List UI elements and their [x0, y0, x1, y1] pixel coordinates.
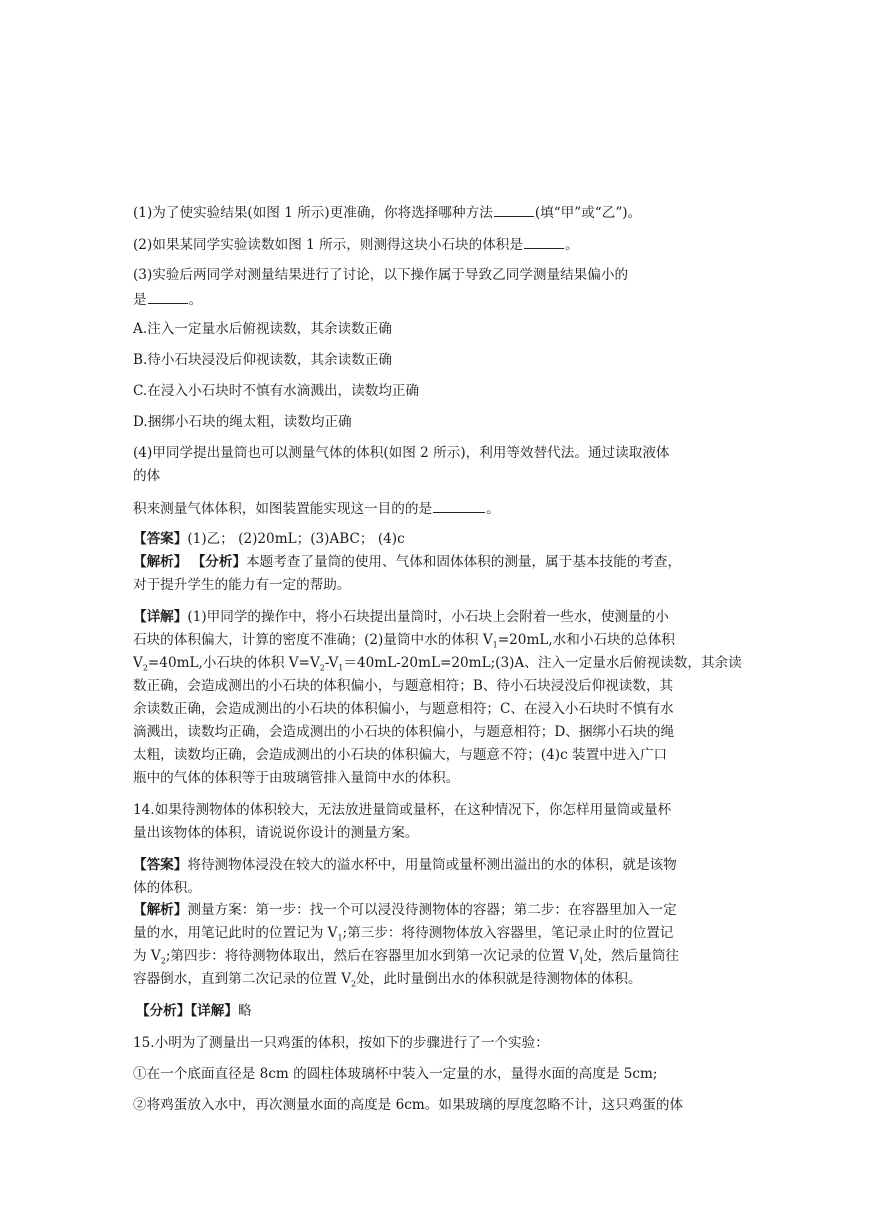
option-c: C.在浸入小石块时不慎有水滴溅出，读数均正确: [133, 383, 420, 399]
q13-detail-line4: 数正确，会造成测出的小石块的体积偏小，与题意相符；B、待小石块浸没后仰视读数，其: [133, 678, 674, 694]
q14-detail: 【分析】【详解】略: [136, 1003, 252, 1019]
q15-line1: 15.小明为了测量出一只鸡蛋的体积，按如下的步骤进行了一个实验：: [133, 1035, 549, 1051]
q14-analysis-line1: 【解析】测量方案：第一步：找一个可以浸没待测物体的容器；第二步：在容器里加入一定: [133, 902, 677, 918]
answer-blank: [433, 498, 485, 513]
q14-analysis-line4: 容器倒水，直到第二次记录的位置 $V_2$处，此时量倒出水的体积就是待测物体的体积。: [133, 971, 642, 989]
q13-part2: (2)如果某同学实验读数如图 1 所示，则测得这块小石块的体积是 。: [133, 234, 743, 254]
q14-line1: 14.如果待测物体的体积较大，无法放进量筒或量杯，在这种情况下，你怎样用量筒或量杯: [133, 802, 672, 818]
q14-line2: 量出该物体的体积，请说说你设计的测量方案。: [133, 825, 419, 841]
q13-part3-line1: (3)实验后两同学对测量结果进行了讨论，以下操作属于导致乙同学测量结果偏小的: [133, 267, 629, 283]
q14-analysis-line3: 为 $V_2$;第四步：将待测物体取出，然后在容器里加水到第一次记录的位置 $V_1$处，然后量筒往: [133, 948, 680, 966]
q13-answer: 【答案】(1)乙； (2)20mL；(3)ABC； (4)c: [133, 531, 405, 547]
option-d: D.捆绑小石块的绳太粗，读数均正确: [133, 414, 352, 430]
q14-analysis-line2: 量的水，用笔记此时的位置记为 $V_1$;第三步：将待测物体放入容器里，笔记录止时的位置记: [133, 925, 674, 943]
q13-detail-line2: 石块的体积偏大，计算的密度不准确；(2)量筒中水的体积 $V_1=20mL$,水和小石块的总体积: [133, 632, 676, 650]
q13-detail-line3: $V_2=40mL$,小石块的体积 $V=V_2-V_1=40mL-20mL=20mL;(3)A$、注入一定量水后俯视读数，其余读: [133, 655, 742, 673]
q13-analysis-line2: 对于提升学生的能力有一定的帮助。: [133, 577, 351, 593]
q15-line2: ①在一个底面直径是 8cm 的圆柱体玻璃杯中装入一定量的水，量得水面的高度是 5cm;: [133, 1066, 658, 1082]
q13-detail-line8: 瓶中的气体的体积等于由玻璃管排入量筒中水的体积。: [133, 770, 460, 786]
q13-analysis-line1: 【解析】 【分析】本题考查了量筒的使用、气体和固体体积的测量，属于基本技能的考查，: [133, 554, 682, 570]
answer-blank: [494, 202, 534, 217]
q14-answer-line2: 体的体积。: [133, 880, 201, 896]
q13-part3-line2: 是 。: [133, 289, 743, 309]
q13-part4-line3: 积来测量气体体积，如图装置能实现这一目的的是 。: [133, 498, 743, 518]
q13-detail-line1: 【详解】(1)甲同学的操作中，将小石块提出量筒时，小石块上会附着一些水，使测量的小: [133, 609, 669, 625]
answer-blank: [524, 234, 564, 249]
q13-detail-line7: 太粗，读数均正确，会造成测出的小石块的体积偏大，与题意不符；(4)c 装置中进入广口: [133, 747, 668, 763]
q14-answer-line1: 【答案】将待测物体浸没在较大的溢水杯中，用量筒或量杯测出溢出的水的体积，就是该物: [133, 857, 677, 873]
option-b: B.待小石块浸没后仰视读数，其余读数正确: [133, 352, 392, 368]
q13-detail-line6: 滴溅出，读数均正确，会造成测出的小石块的体积偏小，与题意相符；D、捆绑小石块的绳: [133, 724, 675, 740]
q13-part1: (1)为了使实验结果(如图 1 所示)更准确，你将选择哪种方法 (填“甲”或“乙”)。: [133, 202, 743, 222]
option-a: A.注入一定量水后俯视读数，其余读数正确: [133, 321, 392, 337]
q13-detail-line5: 余读数正确，会造成测出的小石块的体积偏小，与题意相符；C、在浸入小石块时不慎有水: [133, 701, 674, 717]
answer-blank: [148, 289, 188, 304]
q13-part4-line1: (4)甲同学提出量筒也可以测量气体的体积(如图 2 所示)，利用等效替代法。通过读取液体: [133, 445, 670, 461]
q15-line3: ②将鸡蛋放入水中，再次测量水面的高度是 6cm。如果玻璃的厚度忽略不计，这只鸡蛋的体: [133, 1097, 684, 1113]
q13-part4-line2: 的体: [133, 468, 161, 484]
